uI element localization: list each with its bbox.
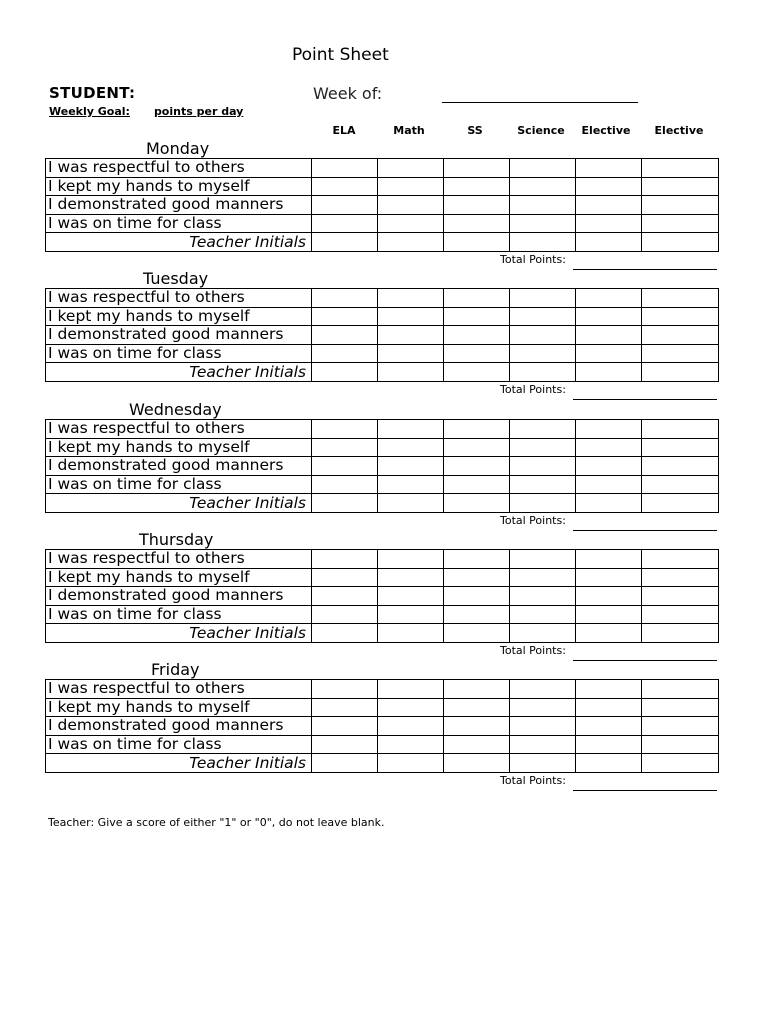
initials-cell[interactable]: [378, 363, 444, 382]
initials-cell[interactable]: [642, 754, 719, 773]
score-table-thursday: [45, 549, 719, 643]
score-cell[interactable]: [510, 159, 576, 178]
score-cell[interactable]: [510, 326, 576, 345]
total-points-label-tuesday: Total Points:: [500, 383, 566, 396]
score-cell[interactable]: [312, 717, 378, 736]
table-row: [46, 214, 719, 233]
initials-cell[interactable]: [444, 754, 510, 773]
initials-cell[interactable]: [510, 754, 576, 773]
score-cell[interactable]: [444, 550, 510, 569]
score-cell[interactable]: [312, 177, 378, 196]
score-cell[interactable]: [444, 307, 510, 326]
day-title-monday: Monday: [146, 139, 210, 158]
score-cell[interactable]: [510, 568, 576, 587]
total-points-field-friday[interactable]: [573, 790, 717, 791]
teacher-instructions: Teacher: Give a score of either "1" or "0", do not leave blank.: [48, 816, 385, 829]
column-header-5: Elective: [581, 124, 631, 137]
score-cell[interactable]: [444, 568, 510, 587]
score-cell[interactable]: [576, 307, 642, 326]
table-row: [46, 307, 719, 326]
score-cell[interactable]: [576, 587, 642, 606]
score-cell[interactable]: [444, 326, 510, 345]
score-cell[interactable]: [642, 587, 719, 606]
table-row: [46, 420, 719, 439]
column-header-6: Elective: [654, 124, 704, 137]
score-cell[interactable]: [312, 698, 378, 717]
score-cell[interactable]: [378, 475, 444, 494]
score-cell[interactable]: [312, 550, 378, 569]
score-cell[interactable]: [312, 159, 378, 178]
initials-cell[interactable]: [444, 494, 510, 513]
column-header-3: SS: [467, 124, 483, 137]
score-cell[interactable]: [576, 568, 642, 587]
initials-cell[interactable]: [312, 494, 378, 513]
score-cell[interactable]: [576, 475, 642, 494]
score-cell[interactable]: [510, 605, 576, 624]
total-points-label-wednesday: Total Points:: [500, 514, 566, 527]
score-cell[interactable]: [378, 307, 444, 326]
score-cell[interactable]: [576, 420, 642, 439]
weekly-goal: [49, 105, 243, 118]
table-row: [46, 698, 719, 717]
table-row: [46, 587, 719, 606]
score-cell[interactable]: [444, 438, 510, 457]
table-row: [46, 438, 719, 457]
week-of-label: Week of:: [313, 84, 383, 103]
score-cell[interactable]: [642, 698, 719, 717]
score-cell[interactable]: [378, 214, 444, 233]
initials-cell[interactable]: [378, 754, 444, 773]
score-cell[interactable]: [510, 550, 576, 569]
score-cell[interactable]: [642, 475, 719, 494]
column-header-1: ELA: [332, 124, 356, 137]
score-cell[interactable]: [312, 289, 378, 308]
behavior-1-label: I was respectful to others: [46, 680, 312, 699]
score-cell[interactable]: [510, 420, 576, 439]
score-cell[interactable]: [312, 680, 378, 699]
initials-cell[interactable]: [576, 363, 642, 382]
total-points-field-monday[interactable]: [573, 269, 717, 270]
behavior-4-label: I was on time for class: [46, 475, 312, 494]
initials-cell[interactable]: [312, 754, 378, 773]
score-cell[interactable]: [444, 605, 510, 624]
initials-cell[interactable]: [510, 494, 576, 513]
score-cell[interactable]: [312, 420, 378, 439]
table-row: [46, 475, 719, 494]
table-row: [46, 289, 719, 308]
score-cell[interactable]: [510, 457, 576, 476]
weekly-goal-unit: points per day: [153, 105, 244, 118]
score-cell[interactable]: [312, 438, 378, 457]
weekly-goal-label: Weekly Goal:: [49, 105, 130, 118]
table-row: [46, 624, 719, 643]
score-cell[interactable]: [378, 587, 444, 606]
score-cell[interactable]: [444, 344, 510, 363]
initials-cell[interactable]: [510, 624, 576, 643]
score-cell[interactable]: [444, 177, 510, 196]
behavior-3-label: I demonstrated good manners: [46, 196, 312, 215]
behavior-1-label: I was respectful to others: [46, 420, 312, 439]
initials-cell[interactable]: [510, 233, 576, 252]
score-table-tuesday: [45, 288, 719, 382]
total-points-label-thursday: Total Points:: [500, 644, 566, 657]
score-cell[interactable]: [510, 177, 576, 196]
behavior-1-label: I was respectful to others: [46, 289, 312, 308]
score-cell[interactable]: [642, 735, 719, 754]
behavior-2-label: I kept my hands to myself: [46, 177, 312, 196]
total-points-field-tuesday[interactable]: [573, 399, 717, 400]
score-cell[interactable]: [378, 289, 444, 308]
behavior-3-label: I demonstrated good manners: [46, 457, 312, 476]
initials-cell[interactable]: [444, 363, 510, 382]
table-row: [46, 494, 719, 513]
score-cell[interactable]: [378, 698, 444, 717]
behavior-3-label: I demonstrated good manners: [46, 326, 312, 345]
teacher-initials-label: Teacher Initials: [46, 363, 312, 382]
initials-cell[interactable]: [378, 233, 444, 252]
table-row: [46, 196, 719, 215]
initials-cell[interactable]: [312, 363, 378, 382]
page-title: Point Sheet: [292, 45, 389, 65]
score-cell[interactable]: [642, 177, 719, 196]
score-cell[interactable]: [312, 214, 378, 233]
score-cell[interactable]: [510, 698, 576, 717]
score-cell[interactable]: [642, 568, 719, 587]
behavior-1-label: I was respectful to others: [46, 159, 312, 178]
initials-cell[interactable]: [378, 624, 444, 643]
score-cell[interactable]: [378, 177, 444, 196]
initials-cell[interactable]: [576, 754, 642, 773]
score-cell[interactable]: [576, 326, 642, 345]
table-row: [46, 344, 719, 363]
initials-cell[interactable]: [642, 363, 719, 382]
score-cell[interactable]: [444, 196, 510, 215]
total-points-label-friday: Total Points:: [500, 774, 566, 787]
score-cell[interactable]: [576, 196, 642, 215]
teacher-initials-label: Teacher Initials: [46, 494, 312, 513]
table-row: [46, 233, 719, 252]
score-cell[interactable]: [576, 698, 642, 717]
score-cell[interactable]: [444, 159, 510, 178]
student-label: STUDENT:: [49, 84, 136, 102]
table-row: [46, 457, 719, 476]
score-cell[interactable]: [576, 289, 642, 308]
score-cell[interactable]: [642, 457, 719, 476]
score-cell[interactable]: [444, 420, 510, 439]
score-cell[interactable]: [312, 475, 378, 494]
teacher-initials-label: Teacher Initials: [46, 624, 312, 643]
score-cell[interactable]: [312, 735, 378, 754]
score-cell[interactable]: [642, 438, 719, 457]
behavior-3-label: I demonstrated good manners: [46, 717, 312, 736]
table-row: [46, 177, 719, 196]
score-cell[interactable]: [312, 196, 378, 215]
score-cell[interactable]: [576, 605, 642, 624]
score-cell[interactable]: [378, 438, 444, 457]
score-cell[interactable]: [444, 214, 510, 233]
day-title-thursday: Thursday: [139, 530, 214, 549]
score-cell[interactable]: [378, 159, 444, 178]
score-cell[interactable]: [444, 475, 510, 494]
score-cell[interactable]: [378, 568, 444, 587]
initials-cell[interactable]: [576, 624, 642, 643]
score-cell[interactable]: [510, 717, 576, 736]
score-cell[interactable]: [576, 214, 642, 233]
initials-cell[interactable]: [642, 233, 719, 252]
score-cell[interactable]: [642, 159, 719, 178]
score-cell[interactable]: [642, 717, 719, 736]
score-cell[interactable]: [642, 214, 719, 233]
score-cell[interactable]: [444, 457, 510, 476]
score-cell[interactable]: [444, 680, 510, 699]
score-cell[interactable]: [642, 289, 719, 308]
score-cell[interactable]: [642, 344, 719, 363]
score-cell[interactable]: [576, 680, 642, 699]
score-cell[interactable]: [510, 307, 576, 326]
score-cell[interactable]: [642, 420, 719, 439]
table-row: [46, 735, 719, 754]
score-cell[interactable]: [510, 196, 576, 215]
total-points-field-thursday[interactable]: [573, 660, 717, 661]
score-cell[interactable]: [642, 196, 719, 215]
score-cell[interactable]: [378, 717, 444, 736]
table-row: [46, 605, 719, 624]
score-cell[interactable]: [378, 735, 444, 754]
score-cell[interactable]: [642, 680, 719, 699]
initials-cell[interactable]: [378, 494, 444, 513]
score-cell[interactable]: [510, 289, 576, 308]
table-row: [46, 717, 719, 736]
score-cell[interactable]: [444, 587, 510, 606]
score-cell[interactable]: [510, 680, 576, 699]
score-cell[interactable]: [642, 326, 719, 345]
score-cell[interactable]: [444, 698, 510, 717]
day-title-wednesday: Wednesday: [129, 400, 222, 419]
score-cell[interactable]: [444, 717, 510, 736]
score-table-friday: [45, 679, 719, 773]
score-cell[interactable]: [510, 587, 576, 606]
score-cell[interactable]: [312, 587, 378, 606]
score-cell[interactable]: [312, 344, 378, 363]
initials-cell[interactable]: [576, 494, 642, 513]
score-table-wednesday: [45, 419, 719, 513]
score-cell[interactable]: [444, 735, 510, 754]
initials-cell[interactable]: [444, 233, 510, 252]
initials-cell[interactable]: [642, 624, 719, 643]
score-cell[interactable]: [312, 568, 378, 587]
score-cell[interactable]: [576, 177, 642, 196]
score-table-monday: [45, 158, 719, 252]
initials-cell[interactable]: [444, 624, 510, 643]
total-points-field-wednesday[interactable]: [573, 530, 717, 531]
week-of-field[interactable]: [442, 102, 638, 103]
behavior-1-label: I was respectful to others: [46, 550, 312, 569]
score-cell[interactable]: [312, 457, 378, 476]
column-header-2: Math: [393, 124, 425, 137]
score-cell[interactable]: [510, 735, 576, 754]
score-cell[interactable]: [510, 214, 576, 233]
column-header-4: Science: [517, 124, 565, 137]
behavior-4-label: I was on time for class: [46, 344, 312, 363]
behavior-3-label: I demonstrated good manners: [46, 587, 312, 606]
score-cell[interactable]: [510, 344, 576, 363]
score-cell[interactable]: [642, 605, 719, 624]
score-cell[interactable]: [576, 550, 642, 569]
initials-cell[interactable]: [510, 363, 576, 382]
score-cell[interactable]: [312, 605, 378, 624]
score-cell[interactable]: [576, 344, 642, 363]
score-cell[interactable]: [378, 326, 444, 345]
score-cell[interactable]: [576, 457, 642, 476]
score-cell[interactable]: [378, 344, 444, 363]
score-cell[interactable]: [576, 717, 642, 736]
score-cell[interactable]: [576, 159, 642, 178]
day-title-friday: Friday: [151, 660, 200, 679]
score-cell[interactable]: [378, 680, 444, 699]
score-cell[interactable]: [444, 289, 510, 308]
score-cell[interactable]: [378, 605, 444, 624]
score-cell[interactable]: [378, 550, 444, 569]
score-cell[interactable]: [642, 307, 719, 326]
behavior-2-label: I kept my hands to myself: [46, 438, 312, 457]
score-cell[interactable]: [576, 735, 642, 754]
behavior-2-label: I kept my hands to myself: [46, 568, 312, 587]
total-points-label-monday: Total Points:: [500, 253, 566, 266]
table-row: [46, 550, 719, 569]
table-row: [46, 680, 719, 699]
table-row: [46, 568, 719, 587]
behavior-4-label: I was on time for class: [46, 735, 312, 754]
table-row: [46, 363, 719, 382]
score-cell[interactable]: [312, 326, 378, 345]
score-cell[interactable]: [576, 438, 642, 457]
table-row: [46, 754, 719, 773]
score-cell[interactable]: [378, 457, 444, 476]
teacher-initials-label: Teacher Initials: [46, 754, 312, 773]
score-cell[interactable]: [642, 550, 719, 569]
score-cell[interactable]: [312, 307, 378, 326]
behavior-4-label: I was on time for class: [46, 214, 312, 233]
score-cell[interactable]: [378, 420, 444, 439]
table-row: [46, 159, 719, 178]
score-cell[interactable]: [510, 475, 576, 494]
behavior-2-label: I kept my hands to myself: [46, 698, 312, 717]
initials-cell[interactable]: [312, 233, 378, 252]
teacher-initials-label: Teacher Initials: [46, 233, 312, 252]
score-cell[interactable]: [510, 438, 576, 457]
initials-cell[interactable]: [576, 233, 642, 252]
score-cell[interactable]: [378, 196, 444, 215]
behavior-2-label: I kept my hands to myself: [46, 307, 312, 326]
table-row: [46, 326, 719, 345]
initials-cell[interactable]: [642, 494, 719, 513]
initials-cell[interactable]: [312, 624, 378, 643]
day-title-tuesday: Tuesday: [143, 269, 209, 288]
behavior-4-label: I was on time for class: [46, 605, 312, 624]
